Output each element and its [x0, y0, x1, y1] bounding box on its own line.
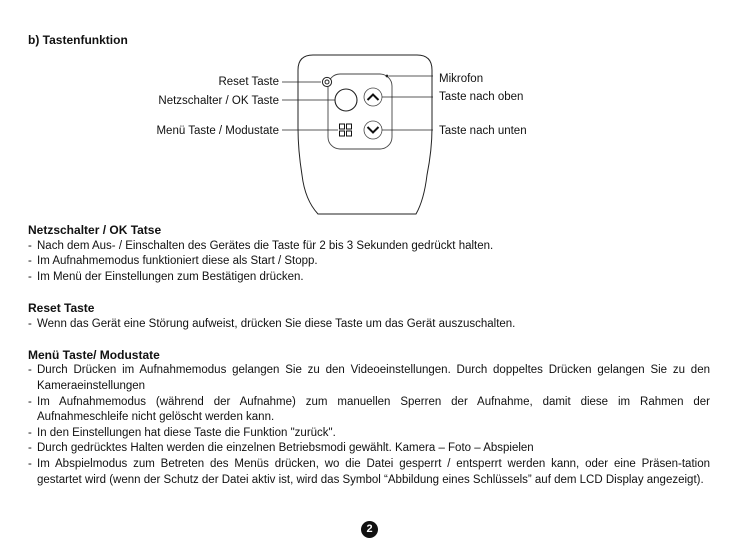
device-diagram [0, 0, 737, 230]
label-power-ok: Netzschalter / OK Taste [158, 95, 279, 107]
bullet-list [28, 363, 710, 488]
section-title: Netzschalter / OK Tatse [28, 223, 162, 237]
bullet-list [28, 239, 710, 286]
power-ok-button-icon [335, 89, 357, 111]
list-item: - In den Einstellungen hat diese Taste die Funktion "zurück". [28, 426, 336, 439]
page-heading: b) Tastenfunktion [28, 33, 128, 47]
reset-button-icon [322, 77, 331, 86]
section-power-ok [28, 223, 710, 285]
list-item: - Im Abspielmodus zum Betreten des Menüs drücken, wo die Datei gesperrt / entsperrt werden kann, oder eine Präsen-tation gestartet wird (wenn der Schutz der Datei aktiv ist, wird das Symbol “Abbildung eines Schlüssels” auf dem LCD Display angezeigt). [28, 457, 710, 486]
list-item: - Wenn das Gerät eine Störung aufweist, drücken Sie diese Taste um das Gerät auszuschalten. [28, 317, 516, 330]
section-title: Menü Taste/ Modustate [28, 347, 160, 362]
list-item: - Im Aufnahmemodus (während der Aufnahme) zum manuellen Sperren der Aufnahme, damit diese im Rahmen der Aufnahmeschleife nicht gelöscht werden kann. [28, 395, 710, 424]
list-item: - Im Aufnahmemodus funktioniert diese als Start / Stopp. [28, 255, 318, 268]
microphone-icon [386, 75, 389, 78]
list-item: - Nach dem Aus- / Einschalten des Gerätes die Taste für 2 bis 3 Sekunden gedrückt halten. [28, 239, 494, 252]
down-button-icon [364, 121, 382, 139]
list-item: - Durch gedrücktes Halten werden die einzelnen Betriebsmodi gewählt. Kamera – Foto – Abspielen [28, 442, 534, 455]
bullet-list [28, 317, 710, 333]
section-title: Reset Taste [28, 300, 95, 315]
list-item: - Durch Drücken im Aufnahmemodus gelangen Sie zu den Videoeinstellungen. Durch doppeltes Drücken gelangen Sie zu den Kameraeinstellungen [28, 364, 710, 392]
section-reset [28, 301, 710, 332]
button-panel [328, 74, 392, 149]
label-down: Taste nach unten [439, 125, 527, 137]
label-reset: Reset Taste [218, 76, 279, 88]
label-up: Taste nach oben [439, 91, 524, 103]
content [28, 223, 710, 504]
page-number: 2 [361, 521, 378, 538]
section-menu-mode [28, 348, 710, 488]
up-button-icon [364, 88, 382, 106]
device-illustration [0, 0, 737, 230]
label-microphone: Mikrofon [439, 73, 484, 85]
list-item: - Im Menü der Einstellungen zum Bestätigen drücken. [28, 270, 304, 283]
label-menu-mode: Menü Taste / Modustate [156, 125, 279, 137]
